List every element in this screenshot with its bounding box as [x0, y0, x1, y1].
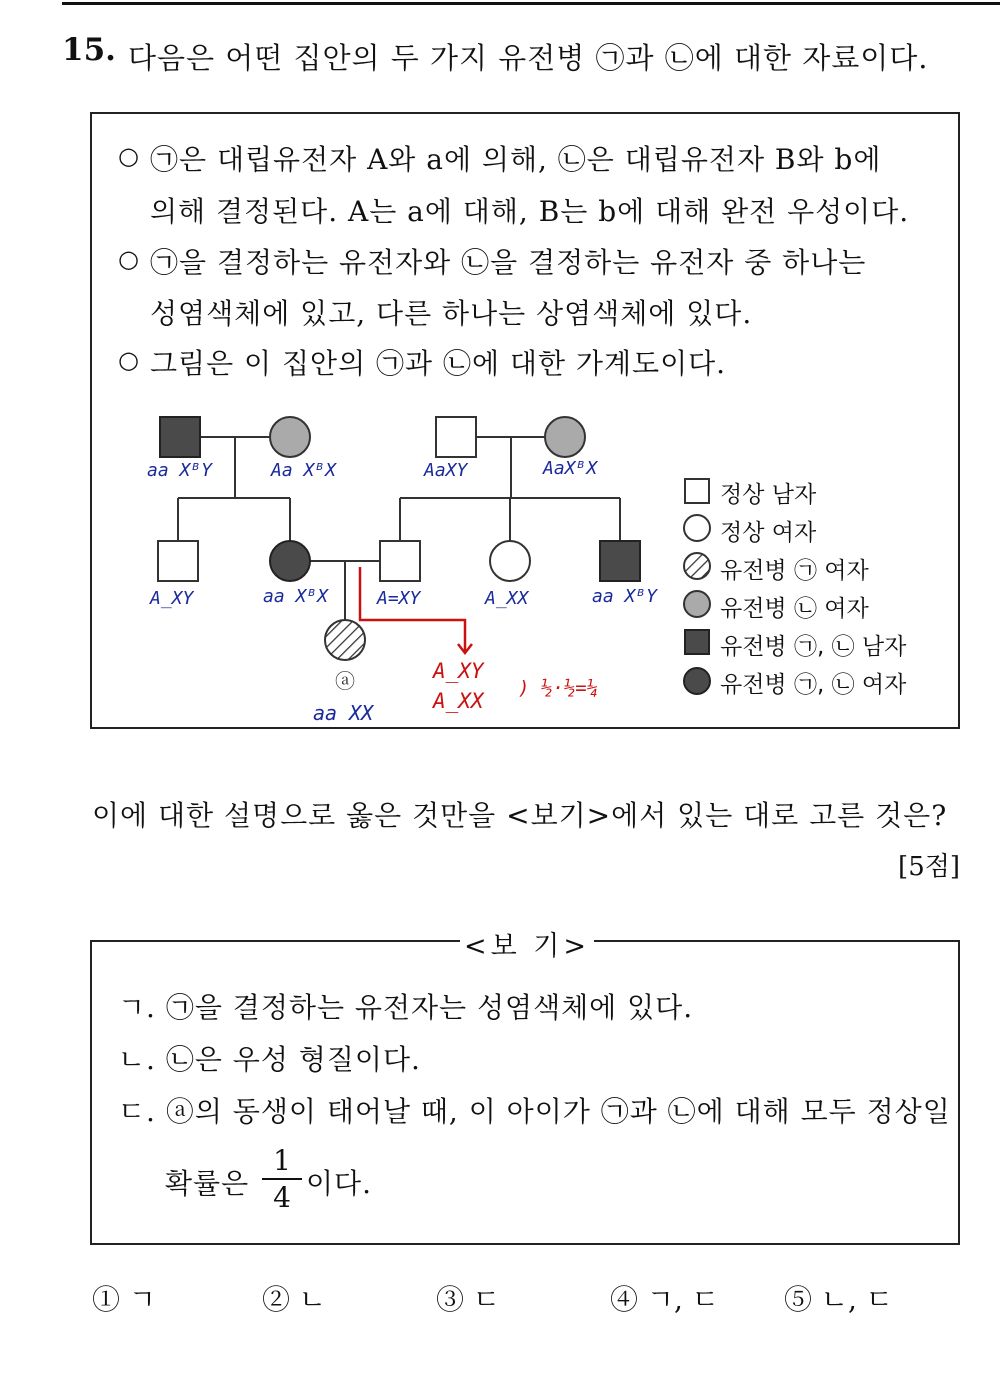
legend-disease2-female: 유전병 ㉡ 여자 — [720, 596, 869, 622]
legend-both-male: 유전병 ㉠, ㉡ 남자 — [720, 634, 907, 660]
legend-symbol-both-female — [684, 668, 710, 694]
fraction-denominator: 4 — [273, 1181, 291, 1214]
anno-gen1-right-father: AaXY — [424, 460, 468, 481]
anno-gen1-left-father: aa XᴮY — [147, 460, 213, 481]
red-calc: ) ½·½=¼ — [518, 677, 599, 699]
choice-3[interactable]: ③ ㄷ — [436, 1283, 500, 1316]
question-text: 다음은 어떤 집안의 두 가지 유전병 ㉠과 ㉡에 대한 자료이다. — [128, 41, 929, 75]
legend-normal-female: 정상 여자 — [720, 520, 817, 546]
info-line-3: ㉠을 결정하는 유전자와 ㉡을 결정하는 유전자 중 하나는 — [150, 246, 867, 279]
gen1-left-mother — [270, 417, 310, 457]
bullet-2: ○ — [118, 245, 139, 273]
choice-4[interactable]: ④ ㄱ, ㄷ — [610, 1283, 719, 1316]
bogi-item-2: ㄴ. ㉡은 우성 형질이다. — [118, 1043, 421, 1076]
anno-gen2-right-son: aa XᴮY — [592, 586, 658, 607]
gen2-left-daughter — [270, 541, 310, 581]
anno-gen1-left-mother: Aa XᴮX — [271, 460, 337, 481]
legend-symbol-disease1-female — [684, 553, 710, 579]
red-line-1: A_XY — [433, 659, 484, 683]
legend-disease1-female: 유전병 ㉠ 여자 — [720, 558, 869, 584]
legend-symbol-normal-female — [684, 515, 710, 541]
red-line-2: A_XX — [433, 689, 484, 713]
anno-gen2-right-daughter: A_XX — [485, 588, 529, 609]
question-prompt: 이에 대한 설명으로 옳은 것만을 <보기>에서 있는 대로 고른 것은? — [92, 799, 948, 832]
choice-1[interactable]: ① ㄱ — [92, 1283, 156, 1316]
bullet-1: ○ — [118, 142, 139, 170]
gen1-right-mother — [545, 417, 585, 457]
gen2-right-son — [600, 541, 640, 581]
anno-gen2-left-daughter: aa XᴮX — [263, 586, 329, 607]
bogi-item-1: ㄱ. ㉠을 결정하는 유전자는 성염색체에 있다. — [118, 991, 694, 1024]
gen3-child-a — [325, 620, 365, 660]
question-number: 15. — [62, 32, 116, 68]
anno-gen2-left-son: A_XY — [150, 588, 194, 609]
anno-child-genotype: aa XX — [313, 701, 374, 725]
child-label: ⓐ — [335, 669, 355, 693]
bogi-item-3-suffix: 이다. — [306, 1167, 372, 1200]
legend-symbol-normal-male — [685, 479, 709, 503]
bogi-item-3: ㄷ. ⓐ의 동생이 태어날 때, 이 아이가 ㉠과 ㉡에 대해 모두 정상일 — [118, 1095, 951, 1128]
points-label: [5점] — [898, 852, 960, 882]
anno-gen1-right-mother: AaXᴮX — [543, 458, 598, 479]
info-line-4: 성염색체에 있고, 다른 하나는 상염색체에 있다. — [150, 297, 753, 330]
choice-2[interactable]: ② ㄴ — [262, 1283, 326, 1316]
gen2-right-daughter — [490, 541, 530, 581]
info-line-5: 그림은 이 집안의 ㉠과 ㉡에 대한 가계도이다. — [150, 347, 727, 380]
info-line-1: ㉠은 대립유전자 A와 a에 의해, ㉡은 대립유전자 B와 b에 — [150, 143, 882, 176]
gen2-left-son — [158, 541, 198, 581]
gen1-left-father — [160, 417, 200, 457]
legend-both-female: 유전병 ㉠, ㉡ 여자 — [720, 672, 907, 698]
info-line-2: 의해 결정된다. A는 a에 대해, B는 b에 대해 완전 우성이다. — [150, 195, 910, 228]
bullet-3: ○ — [118, 346, 139, 374]
choice-5[interactable]: ⑤ ㄴ, ㄷ — [784, 1283, 893, 1316]
fraction — [262, 1144, 302, 1214]
bogi-title: <보 기> — [460, 924, 594, 963]
gen2-husband — [380, 541, 420, 581]
anno-gen2-husband: A=XY — [377, 588, 421, 609]
legend-symbol-disease2-female — [684, 591, 710, 617]
gen1-right-father — [436, 417, 476, 457]
fraction-numerator: 1 — [273, 1144, 291, 1177]
legend-normal-male: 정상 남자 — [720, 482, 817, 508]
bogi-item-3-prefix: 확률은 — [165, 1167, 250, 1200]
legend-symbol-both-male — [685, 630, 709, 654]
